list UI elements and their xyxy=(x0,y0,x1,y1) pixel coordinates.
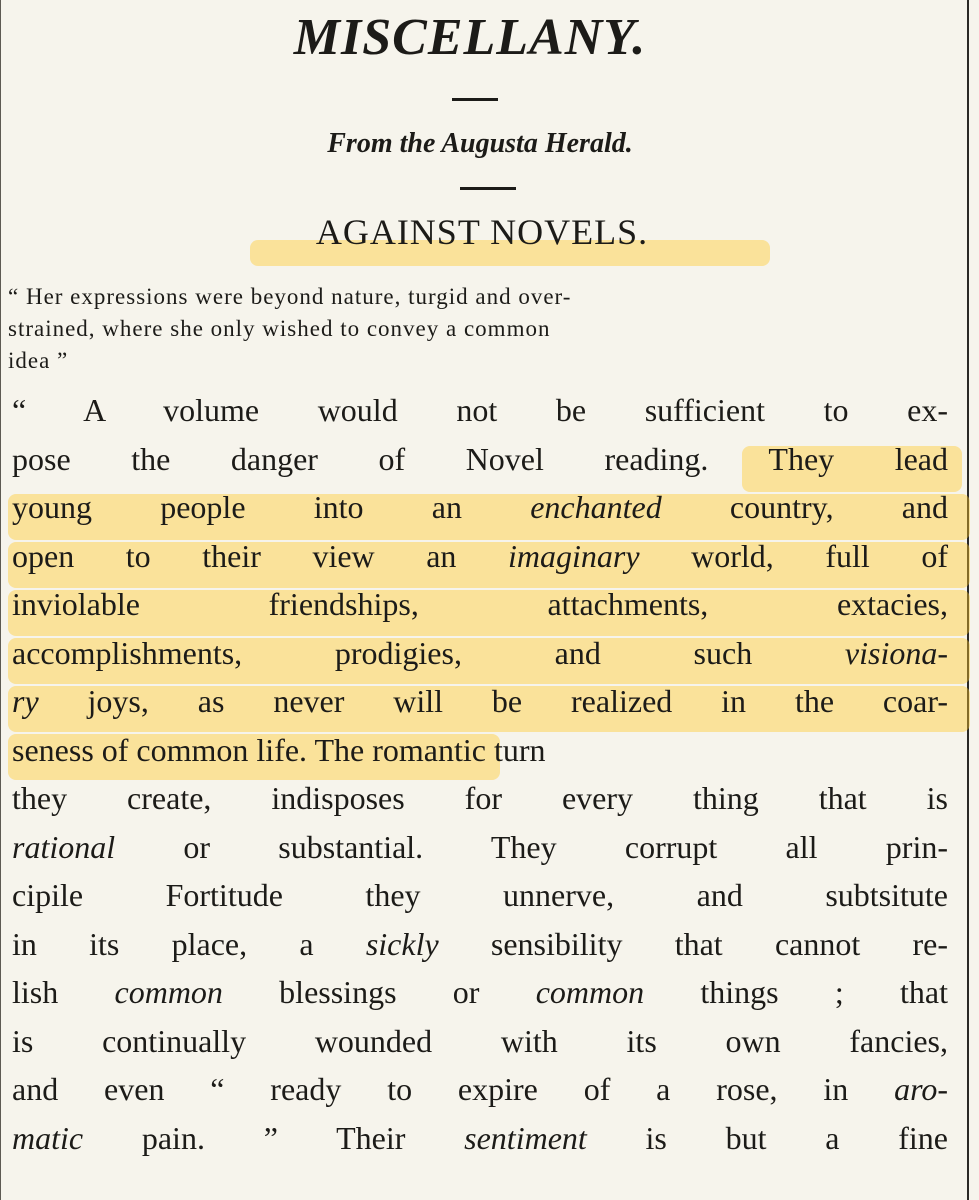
separator-dash xyxy=(452,98,498,101)
body-line xyxy=(12,970,948,1014)
body-line xyxy=(12,631,948,675)
emphasis-text: common xyxy=(114,974,223,1010)
body-text-run: country, and xyxy=(661,489,949,525)
body-line xyxy=(12,485,948,529)
body-line xyxy=(12,388,948,432)
body-line xyxy=(12,825,948,869)
body-text-run: young people into an xyxy=(12,489,531,525)
body-text-run: world, full of xyxy=(639,538,949,574)
body-line xyxy=(12,1116,948,1160)
body-text-run: inviolable friendships, attachments, extacies, xyxy=(12,586,948,622)
body-line xyxy=(12,776,948,820)
body-text-run: accomplishments, prodigies, and such xyxy=(12,635,845,671)
body-text-run: things ; that xyxy=(644,974,949,1010)
body-line xyxy=(12,582,948,626)
body-line xyxy=(12,1019,948,1063)
emphasis-text: aro- xyxy=(894,1071,948,1107)
body-line xyxy=(12,922,948,966)
body-line xyxy=(12,679,948,723)
body-text-run: sensibility that cannot re- xyxy=(438,926,948,962)
epigraph-line: strained, where she only wished to convey a common xyxy=(8,316,551,341)
body-text-run: blessings or xyxy=(222,974,536,1010)
body-text-run: they create, indisposes for every thing that is xyxy=(12,780,948,816)
body-text-run: cipile Fortitude they unnerve, and subtsitute xyxy=(12,877,948,913)
emphasis-text: enchanted xyxy=(530,489,662,525)
emphasis-text: sentiment xyxy=(464,1120,587,1156)
column-rule-right xyxy=(967,0,969,1200)
emphasis-text: matic xyxy=(12,1120,84,1156)
body-text-run: in its place, a xyxy=(12,926,366,962)
body-text-run: or substantial. They corrupt all prin- xyxy=(115,829,948,865)
body-text-run: joys, as never will be realized in the coar- xyxy=(38,683,948,719)
body-line xyxy=(12,728,948,772)
article-headline: AGAINST NOVELS. xyxy=(315,212,649,252)
body-text-run: lish xyxy=(12,974,115,1010)
body-text-run: open to their view an xyxy=(12,538,508,574)
emphasis-text: sickly xyxy=(365,926,439,962)
body-line xyxy=(12,873,948,917)
emphasis-text: rational xyxy=(12,829,116,865)
body-text-run: is but a fine xyxy=(586,1120,948,1156)
emphasis-text: imaginary xyxy=(508,538,640,574)
body-text-run: is continually wounded with its own fancies, xyxy=(12,1023,948,1059)
body-line xyxy=(12,1067,948,1111)
body-text-run: and even “ ready to expire of a rose, in xyxy=(12,1071,895,1107)
emphasis-text: common xyxy=(535,974,645,1010)
source-attribution: From the Augusta Herald. xyxy=(327,128,633,159)
epigraph-line: “ Her expressions were beyond nature, turgid and over- xyxy=(8,284,572,309)
body-line xyxy=(12,534,948,578)
separator-dash xyxy=(460,187,516,190)
section-masthead: MISCELLANY. xyxy=(293,9,647,66)
epigraph-line: idea ” xyxy=(8,348,69,373)
emphasis-text: visiona- xyxy=(844,635,948,671)
column-rule-left xyxy=(0,0,1,1200)
body-line xyxy=(12,437,948,481)
body-text-run: seness of common life. The romantic turn xyxy=(12,732,546,768)
body-text-run: pose the danger of Novel reading. They lead xyxy=(12,441,948,477)
body-text-run: “ A volume would not be sufficient to ex- xyxy=(12,392,948,428)
emphasis-text: ry xyxy=(12,683,39,719)
body-text-run: pain. ” Their xyxy=(83,1120,465,1156)
